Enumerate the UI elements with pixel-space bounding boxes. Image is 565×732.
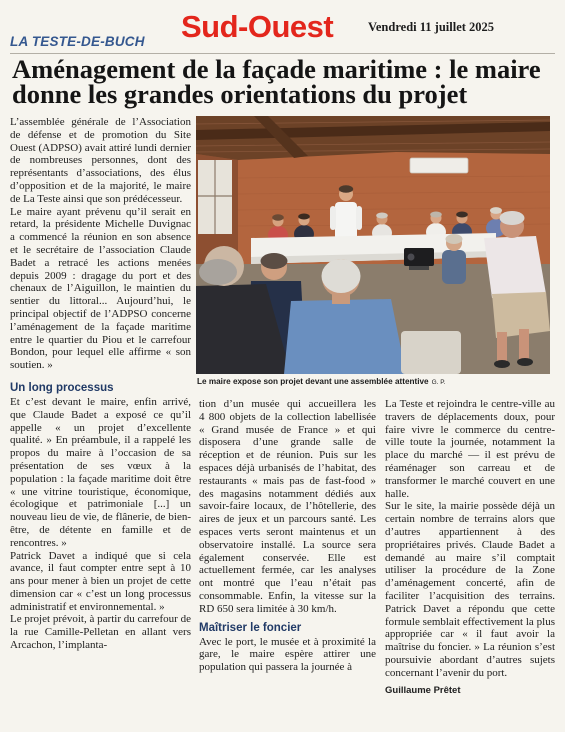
body-paragraph: Sur le site, la mairie possède déjà un certain nombre de terrains alors que d’autres appartiennent à des propriétaires privés. Claude Badet a demandé au maire s’il comptait utiliser la procédure de la Zone d’aménagement concerté, afin de faciliter l’acquisition des terrains. Patrick Davet a répondu que cette formule semblait effectivement la plus appropriée car « il faut avoir la maîtrise du foncier. » La réunion s’est poursuivie abordant d’autres sujets concernant l’avenir du port. — [385, 500, 555, 679]
body-paragraph: Patrick Davet a indiqué que si cela avance, il faut compter entre sept à 10 ans pour mener à bien un projet de cette dimension car « c’est un long processus administratif et environnemental. » — [10, 549, 191, 613]
article-column-2 — [199, 398, 376, 674]
article-photo — [196, 116, 550, 374]
newspaper-logo: Sud-Ouest — [181, 9, 334, 44]
headline-line-1: Aménagement de la façade maritime : le maire — [12, 54, 541, 84]
body-paragraph: tion d’un musée qui accueillera les 4 800 objets de la collection labellisée « Grand musée de France » et qui disposera d’une grande salle de réception et de réunion. Puis sur les espaces déjà urbanisés de l’habitat, des restaurants « mais pas de fast-food » des magasins notamment dédiés aux savoir-faire locaux, de l’hôtellerie, des aires de jeux et un parcours santé. Les espaces verts seront maintenus et un observatoire installé. La source sera également conservée. Elle est actuellement fermée, car les analyses ont montré que l’eau n’était pas consommable. Enfin, la vitesse sur la RD 650 sera limitée à 30 km/h. — [199, 398, 376, 615]
air-conditioner — [410, 158, 468, 173]
section-label: LA TESTE-DE-BUCH — [10, 34, 145, 49]
publication-date: Vendredi 11 juillet 2025 — [368, 20, 495, 34]
intro-paragraph: L’assemblée générale de l’Association de défense et de promotion du Site Ouest (ADPSO) avait attiré lundi dernier de nombreuses personnes, dont des représentants d’associations, des élus d’opposition et de la majorité, le maire de La Teste ainsi que son prédécesseur. — [10, 116, 191, 205]
body-paragraph: Et c’est devant le maire, enfin arrivé, que Claude Badet a exposé ce qu’il appelle « un projet d’excellente qualité. » En préambule, il a rappelé les propos du maire à l’occasion de sa présentation de ses vœux à la population : la façade maritime doit être « une vitrine touristique, économique, écologique et patrimoniale [...] un nouveau lieu de vie, de flânerie, de bien-être, de détente en famille et de rencontres. » — [10, 395, 191, 549]
article-column-1 — [10, 116, 191, 652]
intro-paragraph: Le maire ayant prévenu qu’il serait en retard, la présidente Michelle Duvignac a commencé la réunion en son absence et le secrétaire de l’association Claude Badet a retracé les actions menées depuis 2009 : dragage du port et des chenaux de l’Aiguillon, le maintien du sentier du littoral... Aujourd’hui, le principal objectif de l’ADPSO concerne l’aménagement de la façade maritime entre le quartier du Piou et le carrefour Bondon, pour lequel elle affirme « son soutien. » — [10, 205, 191, 372]
subheading-long-process: Un long processus — [10, 381, 114, 394]
article-column-3 — [385, 398, 555, 697]
photo-credit: G. P. — [431, 379, 446, 386]
byline: Guillaume Prêtet — [385, 684, 461, 696]
headline-line-2: donne les grandes orientations du projet — [12, 79, 468, 109]
photo-caption-text: Le maire expose son projet devant une assemblée attentive — [197, 377, 429, 386]
window — [198, 160, 232, 234]
headline — [12, 54, 541, 109]
body-paragraph: Avec le port, le musée et à proximité la gare, le maire espère attirer une population qui passera la journée à — [199, 635, 376, 674]
subheading-land-control: Maîtriser le foncier — [199, 621, 302, 634]
photo-caption — [197, 377, 551, 386]
body-paragraph: Le projet prévoit, à partir du carrefour de la rue Camille-Pelletan en allant vers Arcachon, l’implanta- — [10, 613, 191, 652]
body-paragraph: La Teste et rejoindra le centre-ville au travers de déplacements doux, pour faire vivre le commerce du centre-ville toute la journée, notamment la place du marché — il est prévu de réaménager son carreau et de transformer le marché couvert en une halle. — [385, 398, 555, 500]
